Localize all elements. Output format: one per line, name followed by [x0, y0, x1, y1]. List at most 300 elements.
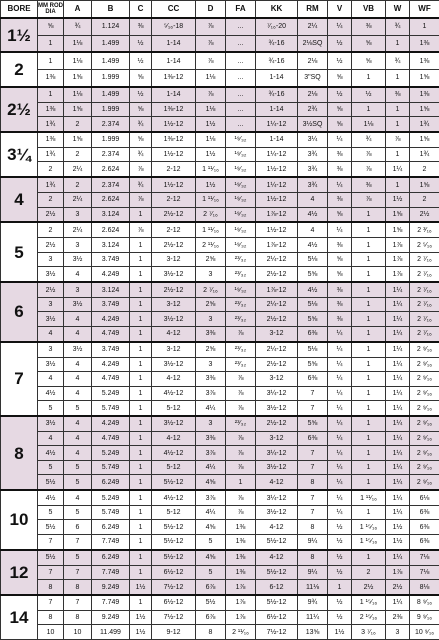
- table-cell: 2⅛: [298, 52, 328, 69]
- table-cell: 1¼: [386, 401, 410, 416]
- table-cell: 3: [196, 357, 226, 371]
- table-cell: 3½-12: [152, 357, 196, 371]
- table-cell: 1¼: [386, 475, 410, 490]
- table-cell: 2: [64, 117, 92, 132]
- table-cell: 6.249: [92, 520, 130, 534]
- table-cell: 6.249: [92, 550, 130, 565]
- table-cell: ⅞: [352, 162, 386, 177]
- table-cell: 2½: [38, 207, 64, 222]
- table-cell: 1: [352, 267, 386, 282]
- table-cell: 3¾: [298, 162, 328, 177]
- table-row: [1, 580, 439, 595]
- table-cell: ⅝: [328, 102, 352, 116]
- table-cell: ...: [226, 102, 256, 116]
- table-cell: ...: [226, 52, 256, 69]
- table-cell: ¹⁹⁄₃₂: [226, 193, 256, 207]
- table-cell: 1½-12: [256, 222, 298, 237]
- table-cell: 1⅜: [226, 550, 256, 565]
- table-cell: 3⅞: [196, 386, 226, 400]
- table-cell: 1: [352, 102, 386, 116]
- table-cell: ¼: [328, 460, 352, 474]
- table-row: [1, 70, 439, 87]
- table-cell: ¾-16: [256, 52, 298, 69]
- table-cell: 2 ⁷⁄₁₆: [410, 297, 439, 311]
- table-cell: 7⅛: [410, 550, 439, 565]
- table-cell: 1: [130, 267, 152, 282]
- bore-cell: 1½: [1, 18, 38, 52]
- bore-cell: 6: [1, 282, 38, 342]
- table-cell: ⅞: [130, 193, 152, 207]
- table-cell: 1: [352, 222, 386, 237]
- table-cell: 8: [298, 475, 328, 490]
- table-cell: 2¼: [64, 222, 92, 237]
- table-cell: 1⅜: [410, 87, 439, 102]
- table-cell: 5⅝: [298, 357, 328, 371]
- table-cell: ⅞: [226, 326, 256, 341]
- table-cell: ¾: [130, 177, 152, 192]
- table-cell: 2 ⁷⁄₁₆: [196, 207, 226, 222]
- table-cell: 1: [130, 520, 152, 534]
- header-b: B: [92, 1, 130, 19]
- table-row: [1, 475, 439, 490]
- table-cell: 3: [64, 238, 92, 252]
- table-cell: 5.749: [92, 460, 130, 474]
- table-cell: 4-12: [152, 372, 196, 386]
- table-cell: ¹⁹⁄₃₂: [226, 238, 256, 252]
- table-cell: 1: [130, 297, 152, 311]
- table-cell: 5½-12: [152, 520, 196, 534]
- table-cell: 1: [352, 460, 386, 474]
- table-cell: 1: [328, 580, 352, 595]
- table-cell: 1: [352, 297, 386, 311]
- table-cell: 1½: [196, 177, 226, 192]
- table-row: [1, 267, 439, 282]
- table-cell: 3½-12: [152, 416, 196, 431]
- table-cell: 2 ⁹⁄₁₆: [410, 460, 439, 474]
- table-cell: 1: [352, 386, 386, 400]
- table-cell: 5½-12: [256, 565, 298, 579]
- bore-cell: 8: [1, 416, 38, 490]
- table-cell: 1⅛: [64, 52, 92, 69]
- table-cell: 6⅜: [410, 505, 439, 519]
- bore-cell: 3¼: [1, 132, 38, 177]
- table-cell: 2 ⁷⁄₁₆: [410, 267, 439, 282]
- table-cell: 2-12: [152, 222, 196, 237]
- table-cell: 2.374: [92, 147, 130, 161]
- table-cell: 3: [196, 312, 226, 326]
- table-cell: 3.749: [92, 297, 130, 311]
- table-cell: ...: [226, 117, 256, 132]
- table-cell: 1⅝: [64, 132, 92, 147]
- table-cell: 1¼: [386, 162, 410, 177]
- table-cell: ⅞: [226, 460, 256, 474]
- table-cell: ½: [328, 52, 352, 69]
- table-cell: 7: [298, 460, 328, 474]
- table-cell: ¼: [328, 326, 352, 341]
- table-cell: 1: [130, 475, 152, 490]
- table-cell: 2½-12: [152, 238, 196, 252]
- table-cell: 5½-12: [152, 550, 196, 565]
- table-cell: 1: [130, 252, 152, 266]
- table-cell: ²³⁄₃₂: [226, 312, 256, 326]
- table-cell: 1: [352, 446, 386, 460]
- table-row: [1, 520, 439, 534]
- table-cell: 1.124: [92, 18, 130, 35]
- table-cell: 1½: [386, 193, 410, 207]
- table-cell: 1¼: [386, 505, 410, 519]
- table-row: [1, 18, 439, 35]
- table-cell: 1½: [196, 147, 226, 161]
- table-cell: 1¼: [386, 431, 410, 445]
- table-cell: 5: [196, 565, 226, 579]
- table-row: [1, 282, 439, 297]
- table-cell: 1 ¹¹⁄₁₆: [196, 162, 226, 177]
- table-cell: 4.749: [92, 326, 130, 341]
- table-cell: 2¼: [64, 193, 92, 207]
- table-cell: 3-12: [152, 297, 196, 311]
- table-cell: 5-12: [152, 401, 196, 416]
- table-cell: 1 ¹⁵⁄₁₆: [352, 595, 386, 610]
- table-cell: 4: [64, 431, 92, 445]
- table-cell: 1⅝: [64, 102, 92, 116]
- table-cell: 5: [64, 475, 92, 490]
- table-cell: 8: [64, 610, 92, 624]
- table-cell: 3¼: [298, 132, 328, 147]
- table-cell: 1: [352, 416, 386, 431]
- table-cell: 2 ⁹⁄₁₆: [410, 386, 439, 400]
- table-cell: 3¾: [298, 147, 328, 161]
- table-cell: 1¾: [38, 117, 64, 132]
- table-cell: ¼: [328, 342, 352, 357]
- table-cell: 2 ⁷⁄₁₆: [410, 312, 439, 326]
- table-cell: ¹⁹⁄₃₂: [226, 177, 256, 192]
- table-cell: 1⅞-12: [256, 207, 298, 222]
- table-cell: ¾: [386, 18, 410, 35]
- table-cell: ²³⁄₃₂: [226, 416, 256, 431]
- table-cell: 2 ⁹⁄₁₆: [410, 401, 439, 416]
- table-cell: 5½-12: [256, 534, 298, 549]
- table-cell: 7½-12: [152, 610, 196, 624]
- table-cell: ⅜: [328, 238, 352, 252]
- table-cell: 2.374: [92, 177, 130, 192]
- table-row: [1, 550, 439, 565]
- table-cell: 7.749: [92, 595, 130, 610]
- table-cell: 2: [38, 222, 64, 237]
- table-cell: 1⅜: [38, 102, 64, 116]
- table-cell: 4¼: [196, 505, 226, 519]
- table-cell: 5½: [196, 595, 226, 610]
- table-cell: 1⅝: [410, 177, 439, 192]
- table-cell: 3.749: [92, 252, 130, 266]
- table-cell: ⅝: [352, 52, 386, 69]
- table-cell: 7: [298, 401, 328, 416]
- table-cell: 3: [386, 625, 410, 640]
- table-cell: 7: [64, 565, 92, 579]
- table-cell: 2½-12: [152, 207, 196, 222]
- table-cell: ⅝: [130, 102, 152, 116]
- table-cell: 4: [38, 431, 64, 445]
- table-cell: 9¾: [298, 595, 328, 610]
- table-cell: 1.999: [92, 70, 130, 87]
- table-cell: 4.749: [92, 431, 130, 445]
- table-cell: 2: [410, 162, 439, 177]
- header-wf: WF: [410, 1, 439, 19]
- table-row: [1, 416, 439, 431]
- table-cell: 11.499: [92, 625, 130, 640]
- table-cell: 2 ¹¹⁄₁₆: [226, 625, 256, 640]
- table-cell: 3½-12: [152, 267, 196, 282]
- table-cell: 1.499: [92, 52, 130, 69]
- table-row: [1, 431, 439, 445]
- table-cell: 1⅝: [386, 222, 410, 237]
- table-cell: ⅞: [226, 401, 256, 416]
- table-cell: 1⅛: [352, 117, 386, 132]
- table-cell: 5.249: [92, 386, 130, 400]
- table-cell: 1⅛: [196, 102, 226, 116]
- table-row: [1, 52, 439, 69]
- table-cell: 9 ⁹⁄₁₆: [410, 610, 439, 624]
- table-cell: ⅜: [328, 282, 352, 297]
- table-cell: 1⅞: [226, 595, 256, 610]
- table-cell: 2 ³⁄₁₆: [410, 222, 439, 237]
- table-cell: ½: [328, 550, 352, 565]
- table-cell: 1: [352, 401, 386, 416]
- table-cell: 1: [386, 117, 410, 132]
- table-cell: ⅜: [328, 162, 352, 177]
- table-row: [1, 177, 439, 192]
- table-cell: 5⅛: [298, 297, 328, 311]
- table-cell: 1: [130, 416, 152, 431]
- table-cell: ¾-16: [256, 35, 298, 52]
- table-row: [1, 193, 439, 207]
- header-a: A: [64, 1, 92, 19]
- table-row: [1, 565, 439, 579]
- table-cell: 3"SQ: [298, 70, 328, 87]
- table-cell: 7.749: [92, 534, 130, 549]
- table-cell: 2⅛SQ: [298, 35, 328, 52]
- table-cell: ⅝: [328, 207, 352, 222]
- table-cell: 3.124: [92, 238, 130, 252]
- table-cell: 2½-12: [152, 282, 196, 297]
- table-cell: 10: [64, 625, 92, 640]
- table-cell: 1⅝: [410, 102, 439, 116]
- table-cell: 3½: [64, 297, 92, 311]
- table-cell: 2 ⁹⁄₁₆: [410, 342, 439, 357]
- table-cell: 2¼: [64, 162, 92, 177]
- table-cell: 2 ⁹⁄₁₆: [410, 416, 439, 431]
- table-cell: 3¼-12: [256, 446, 298, 460]
- table-cell: ½: [130, 87, 152, 102]
- table-cell: 1.999: [92, 102, 130, 116]
- table-cell: 4-12: [152, 326, 196, 341]
- table-cell: 2-12: [152, 162, 196, 177]
- table-cell: ¼: [328, 416, 352, 431]
- table-cell: ⅝: [130, 132, 152, 147]
- table-cell: 5⅝: [298, 416, 328, 431]
- table-cell: 4: [64, 267, 92, 282]
- table-row: [1, 401, 439, 416]
- table-cell: 1: [352, 550, 386, 565]
- table-cell: 2: [38, 193, 64, 207]
- table-cell: ²³⁄₃₂: [226, 252, 256, 266]
- table-cell: 5-12: [152, 505, 196, 519]
- table-cell: 6⅛: [410, 490, 439, 505]
- table-cell: 8: [298, 520, 328, 534]
- table-row: [1, 357, 439, 371]
- table-cell: 1: [386, 147, 410, 161]
- table-cell: ⅞: [226, 490, 256, 505]
- table-cell: 8: [38, 580, 64, 595]
- table-cell: 4-12: [256, 550, 298, 565]
- table-cell: 3½-12: [256, 401, 298, 416]
- table-cell: ¼: [328, 505, 352, 519]
- table-cell: 2: [352, 565, 386, 579]
- table-cell: 1: [38, 87, 64, 102]
- table-cell: 1.499: [92, 87, 130, 102]
- table-cell: ⅞: [130, 222, 152, 237]
- table-cell: 4: [298, 193, 328, 207]
- table-cell: 4½: [298, 238, 328, 252]
- table-cell: 2½: [410, 207, 439, 222]
- table-cell: 3½: [38, 357, 64, 371]
- table-cell: 5: [38, 505, 64, 519]
- table-cell: ⅝: [328, 252, 352, 266]
- table-row: [1, 132, 439, 147]
- table-cell: 2⅜: [386, 610, 410, 624]
- table-cell: 1¼: [386, 312, 410, 326]
- table-row: [1, 238, 439, 252]
- table-cell: 6⅜: [298, 372, 328, 386]
- table-cell: 1: [352, 312, 386, 326]
- table-cell: 1¼: [386, 416, 410, 431]
- table-cell: 5.249: [92, 446, 130, 460]
- table-cell: 4.249: [92, 357, 130, 371]
- table-cell: 3¼-12: [256, 386, 298, 400]
- header-c: C: [130, 1, 152, 19]
- table-cell: 5½: [38, 475, 64, 490]
- table-cell: 1: [130, 490, 152, 505]
- table-cell: 2.374: [92, 117, 130, 132]
- table-cell: 1: [130, 372, 152, 386]
- table-cell: 1: [352, 372, 386, 386]
- table-cell: 1¼: [386, 550, 410, 565]
- table-cell: 6½-12: [256, 610, 298, 624]
- table-cell: 1½: [130, 580, 152, 595]
- table-cell: 5: [64, 401, 92, 416]
- table-cell: ¼: [328, 431, 352, 445]
- table-cell: 1: [386, 70, 410, 87]
- table-cell: 1¼: [386, 490, 410, 505]
- table-cell: 1⅜: [38, 132, 64, 147]
- table-cell: 1⅞-12: [256, 282, 298, 297]
- table-cell: 1⅜: [410, 52, 439, 69]
- table-cell: 9¼: [298, 534, 328, 549]
- table-cell: 3 ⁷⁄₁₆: [352, 625, 386, 640]
- table-cell: 2 ⁹⁄₁₆: [410, 446, 439, 460]
- table-cell: 2½-12: [256, 312, 298, 326]
- table-cell: 1¼: [386, 446, 410, 460]
- table-cell: 1½-12: [256, 162, 298, 177]
- table-cell: 2.624: [92, 193, 130, 207]
- table-row: [1, 207, 439, 222]
- table-cell: 4⅝: [196, 520, 226, 534]
- table-cell: 1⅜: [38, 70, 64, 87]
- table-cell: ⅞: [196, 35, 226, 52]
- table-cell: 1⅜-12: [152, 70, 196, 87]
- table-cell: 7⅛: [410, 565, 439, 579]
- table-cell: ²³⁄₃₂: [226, 297, 256, 311]
- table-cell: 2½: [38, 282, 64, 297]
- table-cell: 1½: [130, 610, 152, 624]
- table-cell: 7: [298, 490, 328, 505]
- table-cell: 4½: [298, 207, 328, 222]
- table-cell: 3⅜: [196, 431, 226, 445]
- table-cell: ⅝: [38, 18, 64, 35]
- header-rm: RM: [298, 1, 328, 19]
- table-cell: 1¼-12: [256, 147, 298, 161]
- header-cc: CC: [152, 1, 196, 19]
- bore-cell: 2: [1, 52, 38, 86]
- bore-cell: 2½: [1, 87, 38, 132]
- table-cell: ⅞: [226, 386, 256, 400]
- table-cell: 1: [130, 431, 152, 445]
- table-cell: ⅞: [226, 505, 256, 519]
- table-cell: 2 ⁷⁄₁₆: [410, 282, 439, 297]
- table-cell: 1¼: [386, 297, 410, 311]
- table-cell: 2 ⁷⁄₁₆: [410, 252, 439, 266]
- table-cell: 7½-12: [152, 580, 196, 595]
- table-cell: 11⅛: [298, 580, 328, 595]
- table-cell: 3-12: [256, 372, 298, 386]
- table-cell: 1¼: [386, 386, 410, 400]
- table-cell: 3½: [64, 342, 92, 357]
- table-cell: 4.249: [92, 312, 130, 326]
- table-cell: 4: [38, 372, 64, 386]
- table-cell: 1: [352, 475, 386, 490]
- table-cell: 1: [130, 386, 152, 400]
- table-cell: 1: [352, 357, 386, 371]
- header-kk: KK: [256, 1, 298, 19]
- table-cell: ⅝: [130, 70, 152, 87]
- table-cell: 7: [38, 565, 64, 579]
- table-cell: 5: [38, 401, 64, 416]
- table-cell: 1¼: [386, 342, 410, 357]
- table-cell: 4: [64, 416, 92, 431]
- table-row: [1, 162, 439, 177]
- table-cell: 4⅝: [196, 475, 226, 490]
- table-cell: 1-14: [152, 35, 196, 52]
- table-cell: 5⅝: [298, 312, 328, 326]
- table-cell: 5: [38, 460, 64, 474]
- table-cell: 2¼-12: [256, 252, 298, 266]
- table-cell: ⅜: [352, 177, 386, 192]
- table-cell: 1⅞: [226, 610, 256, 624]
- table-cell: ½: [130, 35, 152, 52]
- table-cell: 5½-12: [152, 475, 196, 490]
- table-cell: 2.624: [92, 162, 130, 177]
- table-cell: 4½-12: [152, 386, 196, 400]
- table-cell: 7: [298, 505, 328, 519]
- table-cell: 6⅞: [196, 610, 226, 624]
- table-cell: 1.999: [92, 132, 130, 147]
- table-cell: ⅞: [196, 87, 226, 102]
- table-cell: 1: [130, 207, 152, 222]
- table-cell: 2½-12: [256, 267, 298, 282]
- table-cell: 2 ⁹⁄₁₆: [410, 431, 439, 445]
- table-cell: 1¾: [38, 147, 64, 161]
- table-cell: 1¾: [410, 117, 439, 132]
- table-row: [1, 386, 439, 400]
